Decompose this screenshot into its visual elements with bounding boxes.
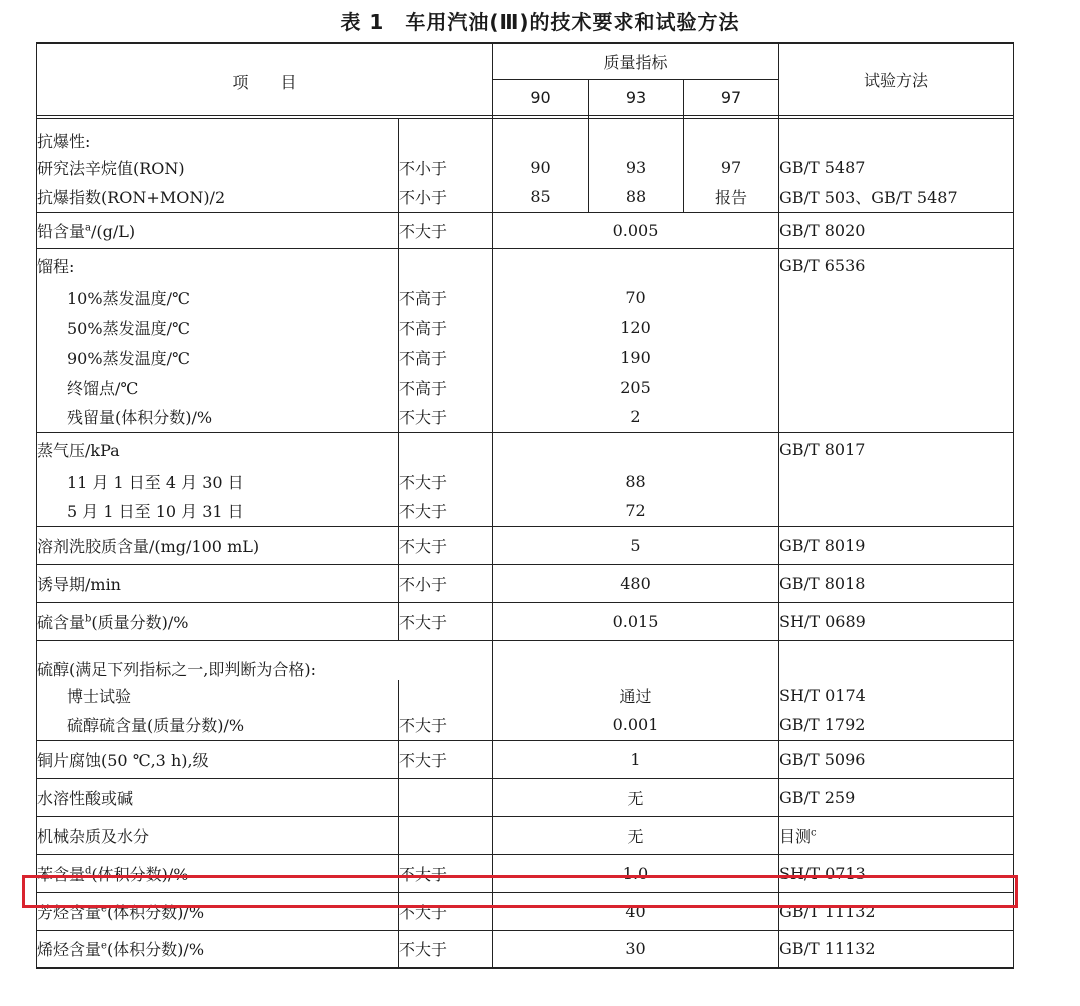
olefins-cond: 不大于: [399, 930, 493, 968]
ron-90: 90: [493, 152, 589, 182]
distillation-label: 馏程:: [37, 248, 399, 282]
induction-value: 480: [493, 564, 779, 602]
ron-method: GB/T 5487: [779, 152, 1014, 182]
benzene-cond: 不大于: [399, 854, 493, 892]
gum-method: GB/T 8019: [779, 526, 1014, 564]
aromatics-item: 芳烃含量$^e$(体积分数)/%: [37, 892, 399, 930]
copper-cond: 不大于: [399, 740, 493, 778]
ron-cond: 不小于: [399, 152, 493, 182]
benzene-method: SH/T 0713: [779, 854, 1014, 892]
dist-10-value: 70: [493, 282, 779, 312]
impurity-value: 无: [493, 816, 779, 854]
dist-50-value: 120: [493, 312, 779, 342]
vapor-summer-value: 72: [493, 496, 779, 526]
dist-50-label: 50%蒸发温度/℃: [37, 312, 399, 342]
mercaptan-content-value: 0.001: [493, 710, 779, 740]
olefins-method: GB/T 11132: [779, 930, 1014, 968]
doctor-label: 博士试验: [37, 680, 399, 710]
vapor-method: GB/T 8017: [779, 432, 1014, 466]
header-grade-93: 93: [589, 79, 684, 115]
aki-label: 抗爆指数(RON+MON)/2: [37, 182, 399, 212]
sulfur-cond: 不大于: [399, 602, 493, 640]
benzene-value: 1.0: [493, 854, 779, 892]
induction-cond: 不小于: [399, 564, 493, 602]
vapor-summer-label: 5 月 1 日至 10 月 31 日: [37, 496, 399, 526]
lead-value: 0.005: [493, 212, 779, 248]
antiknock-label: 抗爆性:: [37, 118, 399, 152]
lead-cond: 不大于: [399, 212, 493, 248]
header-method: 试验方法: [779, 43, 1014, 115]
sulfur-item: 硫含量$^b$(质量分数)/%: [37, 602, 399, 640]
header-item: 项 目: [37, 43, 493, 115]
doctor-method: SH/T 0174: [779, 680, 1014, 710]
dist-90-value: 190: [493, 342, 779, 372]
gum-value: 5: [493, 526, 779, 564]
doctor-value: 通过: [493, 680, 779, 710]
dist-90-label: 90%蒸发温度/℃: [37, 342, 399, 372]
vapor-label: 蒸气压/kPa: [37, 432, 399, 466]
dist-10-label: 10%蒸发温度/℃: [37, 282, 399, 312]
dist-end-cond: 不高于: [399, 372, 493, 402]
olefins-item: 烯烃含量$^e$(体积分数)/%: [37, 930, 399, 968]
aromatics-value: 40: [493, 892, 779, 930]
acid-method: GB/T 259: [779, 778, 1014, 816]
gum-cond: 不大于: [399, 526, 493, 564]
dist-end-label: 终馏点/℃: [37, 372, 399, 402]
header-grade-90: 90: [493, 79, 589, 115]
impurity-label: 机械杂质及水分: [37, 816, 399, 854]
table-title: 表 1 车用汽油(Ⅲ)的技术要求和试验方法: [340, 10, 740, 34]
induction-label: 诱导期/min: [37, 564, 399, 602]
spec-table: [36, 42, 1014, 969]
mercaptan-content-cond: 不大于: [399, 710, 493, 740]
mercaptan-content-method: GB/T 1792: [779, 710, 1014, 740]
dist-residue-cond: 不大于: [399, 402, 493, 432]
aromatics-cond: 不大于: [399, 892, 493, 930]
vapor-winter-cond: 不大于: [399, 466, 493, 496]
aki-90: 85: [493, 182, 589, 212]
lead-item: 铅含量$^a$/(g/L): [37, 212, 399, 248]
dist-10-cond: 不高于: [399, 282, 493, 312]
mercaptan-content-label: 硫醇硫含量(质量分数)/%: [37, 710, 399, 740]
aki-method: GB/T 503、GB/T 5487: [779, 182, 1014, 212]
aki-cond: 不小于: [399, 182, 493, 212]
benzene-item: 苯含量$^d$(体积分数)/%: [37, 854, 399, 892]
acid-label: 水溶性酸或碱: [37, 778, 399, 816]
header-grade-97: 97: [684, 79, 779, 115]
aki-93: 88: [589, 182, 684, 212]
ron-93: 93: [589, 152, 684, 182]
aki-97: 报告: [684, 182, 779, 212]
induction-method: GB/T 8018: [779, 564, 1014, 602]
dist-90-cond: 不高于: [399, 342, 493, 372]
lead-method: GB/T 8020: [779, 212, 1014, 248]
acid-value: 无: [493, 778, 779, 816]
dist-residue-label: 残留量(体积分数)/%: [37, 402, 399, 432]
copper-method: GB/T 5096: [779, 740, 1014, 778]
sulfur-method: SH/T 0689: [779, 602, 1014, 640]
gum-label: 溶剂洗胶质含量/(mg/100 mL): [37, 526, 399, 564]
ron-label: 研究法辛烷值(RON): [37, 152, 399, 182]
dist-residue-value: 2: [493, 402, 779, 432]
distillation-method: GB/T 6536: [779, 248, 1014, 282]
copper-value: 1: [493, 740, 779, 778]
olefins-value: 30: [493, 930, 779, 968]
ron-97: 97: [684, 152, 779, 182]
mercaptan-label: 硫醇(满足下列指标之一,即判断为合格):: [37, 640, 493, 680]
dist-end-value: 205: [493, 372, 779, 402]
dist-50-cond: 不高于: [399, 312, 493, 342]
copper-label: 铜片腐蚀(50 ℃,3 h),级: [37, 740, 399, 778]
impurity-method: 目测$^c$: [779, 816, 1014, 854]
aromatics-method: GB/T 11132: [779, 892, 1014, 930]
vapor-summer-cond: 不大于: [399, 496, 493, 526]
sulfur-value: 0.015: [493, 602, 779, 640]
header-quality: 质量指标: [493, 43, 779, 79]
vapor-winter-label: 11 月 1 日至 4 月 30 日: [37, 466, 399, 496]
vapor-winter-value: 88: [493, 466, 779, 496]
